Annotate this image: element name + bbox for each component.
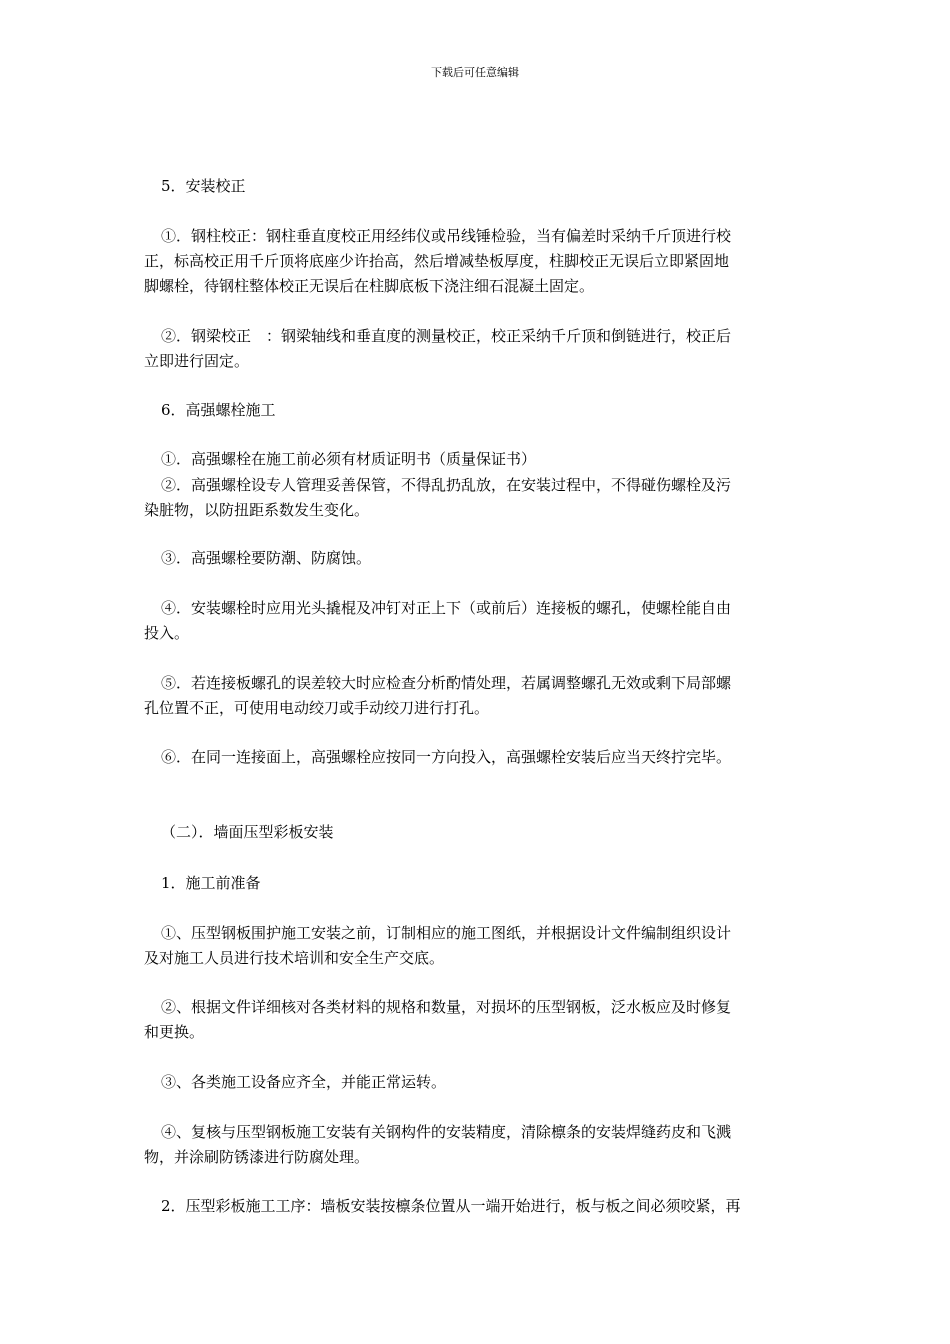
paragraph-bolt-alignment bbox=[144, 596, 808, 646]
heading-high-strength-bolt bbox=[144, 398, 808, 423]
text-line: 孔位置不正，可使用电动绞刀或手动绞刀进行打孔。 bbox=[144, 699, 490, 717]
paragraph-steel-beam-correction bbox=[144, 324, 808, 374]
paragraph-bolt-certificate bbox=[144, 447, 808, 472]
paragraph-bolt-corrosion bbox=[144, 546, 808, 571]
paragraph-prep-equipment bbox=[144, 1070, 808, 1095]
text-line: 5．安装校正 bbox=[161, 177, 246, 195]
text-line: ④．安装螺栓时应用光头撬棍及冲钉对正上下（或前后）连接板的螺孔，使螺栓能自由 bbox=[161, 599, 732, 617]
paragraph-prep-precision bbox=[144, 1120, 808, 1170]
text-line: 2．压型彩板施工工序：墙板安装按檩条位置从一端开始进行，板与板之间必须咬紧，再 bbox=[161, 1197, 741, 1215]
text-line: 及对施工人员进行技术培训和安全生产交底。 bbox=[144, 949, 445, 967]
paragraph-bolt-storage bbox=[144, 473, 808, 523]
heading-wall-panel-install bbox=[144, 820, 808, 845]
header-text: 下载后可任意编辑 bbox=[431, 66, 519, 79]
text-line: （二）．墙面压型彩板安装 bbox=[161, 823, 334, 841]
text-line: ③、各类施工设备应齐全，并能正常运转。 bbox=[161, 1073, 447, 1091]
paragraph-bolt-direction bbox=[144, 745, 808, 770]
text-line: ①、压型钢板围护施工安装之前，订制相应的施工图纸，并根据设计文件编制组织设计 bbox=[161, 924, 732, 942]
paragraph-panel-procedure bbox=[144, 1194, 808, 1219]
text-line: 投入。 bbox=[144, 624, 190, 642]
text-line: ④、复核与压型钢板施工安装有关钢构件的安装精度，清除檩条的安装焊缝药皮和飞溅 bbox=[161, 1123, 732, 1141]
heading-install-correction bbox=[144, 174, 808, 199]
text-line: 染脏物，以防扭距系数发生变化。 bbox=[144, 501, 370, 519]
heading-pre-construction bbox=[144, 871, 808, 896]
text-line: 立即进行固定。 bbox=[144, 352, 250, 370]
text-line: ①．钢柱校正：钢柱垂直度校正用经纬仪或吊线锤检验，当有偏差时采纳千斤顶进行校 bbox=[161, 227, 732, 245]
text-line: 和更换。 bbox=[144, 1023, 205, 1041]
text-line: ③．高强螺栓要防潮、防腐蚀。 bbox=[161, 549, 372, 567]
paragraph-steel-column-correction bbox=[144, 224, 808, 299]
text-line: 脚螺栓，待钢柱整体校正无误后在柱脚底板下浇注细石混凝土固定。 bbox=[144, 277, 595, 295]
text-line: 6．高强螺栓施工 bbox=[161, 401, 276, 419]
text-line: 1．施工前准备 bbox=[161, 874, 261, 892]
text-line: ⑥．在同一连接面上，高强螺栓应按同一方向投入，高强螺栓安装后应当天终拧完毕。 bbox=[161, 748, 732, 766]
paragraph-bolt-hole-error bbox=[144, 671, 808, 721]
text-line: 物，并涂刷防锈漆进行防腐处理。 bbox=[144, 1148, 370, 1166]
text-line: ②．高强螺栓设专人管理妥善保管，不得乱扔乱放，在安装过程中，不得碰伤螺栓及污 bbox=[161, 476, 732, 494]
paragraph-prep-materials bbox=[144, 995, 808, 1045]
text-line: ①．高强螺栓在施工前必须有材质证明书（质量保证书） bbox=[161, 450, 537, 468]
paragraph-prep-drawings bbox=[144, 921, 808, 971]
text-line: ⑤．若连接板螺孔的误差较大时应检查分析酌情处理，若属调整螺孔无效或剩下局部螺 bbox=[161, 674, 732, 692]
text-line: ②．钢梁校正 ：钢梁轴线和垂直度的测量校正，校正采纳千斤顶和倒链进行，校正后 bbox=[161, 327, 732, 345]
text-line: 正，标高校正用千斤顶将底座少许抬高，然后增减垫板厚度，柱脚校正无误后立即紧固地 bbox=[144, 252, 730, 270]
text-line: ②、根据文件详细核对各类材料的规格和数量，对损坏的压型钢板，泛水板应及时修复 bbox=[161, 998, 732, 1016]
